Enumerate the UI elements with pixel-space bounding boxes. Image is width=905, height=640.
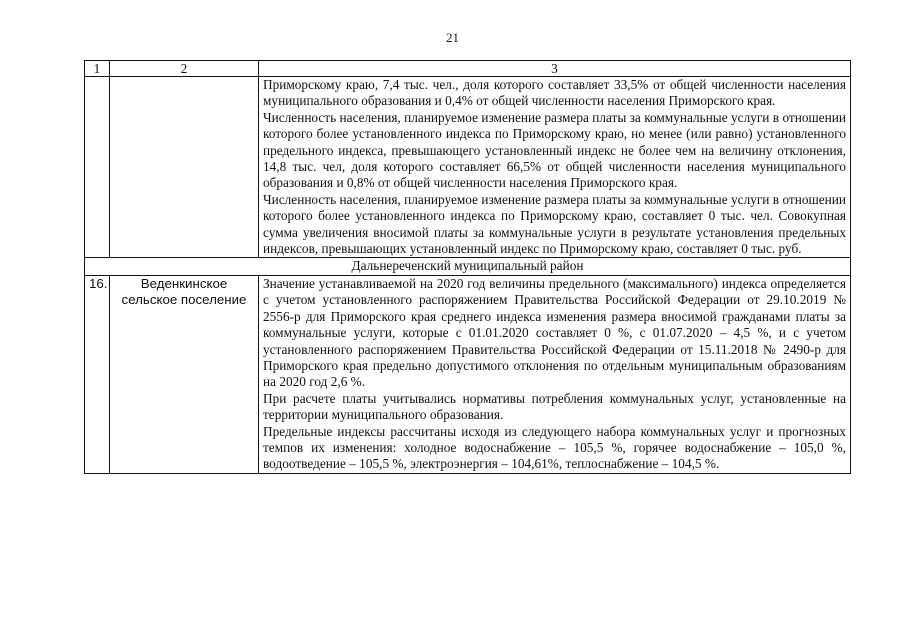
table-row-16 [85,275,851,473]
settlement-name: Веденкинское сельское поселение [110,275,259,473]
section-title: Дальнереченский муниципальный район [85,258,851,275]
continued-cell-2 [110,77,259,258]
paragraph: При расчете платы учитывались нормативы потребления коммунальных услуг, установленные на территории муниципального образования. [263,390,846,423]
header-col-3: 3 [259,61,851,77]
page-number: 21 [446,30,459,45]
paragraph: Численность населения, планируемое изменение размера платы за коммунальные услуги в отношении которого более установленного индекса по Приморскому краю, но менее (или равно) установленного предельного индекса, превышающего установленный индекс не более чем на величину отклонения, 14,8 тыс. чел, доля которого составляет 66,5% от общей численности населения муниципального образования и 0,8% от общей численности населения Приморского края. [263,109,846,191]
row-16-description [259,275,851,473]
row-number: 16. [85,275,110,473]
header-col-2: 2 [110,61,259,77]
section-row [85,258,851,275]
table-row-continued [85,77,851,258]
continued-cell-3 [259,77,851,258]
paragraph: Предельные индексы рассчитаны исходя из следующего набора коммунальных услуг и прогнозных темпов их изменения: холодное водоснабжение – 105,5 %, горячее водоснабжение – 105,0 %, водоотведение – 105,5 %, электроэнергия – 104,61%, теплоснабжение – 104,5 %. [263,423,846,472]
header-col-1: 1 [85,61,110,77]
paragraph: Приморскому краю, 7,4 тыс. чел., доля которого составляет 33,5% от общей численности населения муниципального образования и 0,4% от общей численности населения Приморского края. [263,77,846,109]
continued-cell-1 [85,77,110,258]
paragraph: Значение устанавливаемой на 2020 год величины предельного (максимального) индекса определяется с учетом установленного распоряжением Правительства Российской Федерации от 29.10.2019 № 2556-р для Приморского края среднего индекса изменения размера вносимой гражданами платы за коммунальные услуги, которые с 01.01.2020 составляет 0 %, с 01.07.2020 – 4,5 %, и с учетом установленного распоряжением Правительства Российской Федерации от 15.11.2018 № 2490-р для Приморского края предельно допустимого отклонения по отдельным муниципальным образованиям на 2020 год 2,6 %. [263,275,846,390]
table-header-row [85,61,851,77]
paragraph: Численность населения, планируемое изменение размера платы за коммунальные услуги в отношении которого более установленного индекса по Приморскому краю, составляет 0 тыс. чел. Совокупная сумма увеличения вносимой платы за коммунальные услуги в результате установления предельных индексов, превышающих установленный индекс по Приморскому краю, составляет 0 тыс. руб. [263,191,846,257]
document-table [84,60,851,474]
